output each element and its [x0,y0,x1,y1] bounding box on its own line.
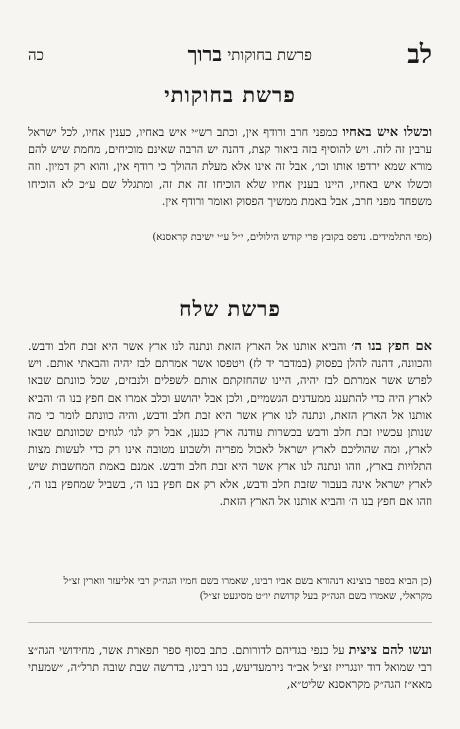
lead-words: ועשו להם ציצית [348,643,432,658]
section-body-bechukotai [28,124,432,210]
body-text: על כנפי בגדיהם לדורותם. כתב בסוף ספר תפארת אשר, מחידושי הגה״צ רבי שמואל דוד יונגרייז זצ״ל אב״ד נירמעדיעש, בנו רבינו, בדרשה שבת שובה תרל״ה, ״שמעתי מאא״ז הגה״ק מקראסנא שליט״א, [28,644,432,692]
body-text: כמפני חרב ורודף אין, וכתב רש״י איש באחיו, כענין אחיו, לכל ישראל ערבין זה לזה. ויש להוסיף בזה ביאור קצת, דהנה יש הרבה שאינם מוכיחים, מחמת שיש להם מורא שמא ירדפו אותו וכו׳, אבל זה אינו אלא מעלת ההולך כי רודף אין, והוא רק דמיון. וזה וכשלו איש באחיו, היינו בענין אחיו שלא הוכיחו זה את זה, ומתגלל שם ע״כ לא הוכיחו משפחד מפני חרב, אבל באמת ממשיך הפסוק ואומר ורודף אין. [28,126,432,208]
section-body-tzitzit [28,642,432,694]
section-title-shelach: פרשת שלח [179,296,281,321]
lead-words: אם חפץ בנו ה׳ [351,339,433,354]
running-head-book: ברוך [187,42,222,66]
divider [28,622,432,623]
running-head [28,40,432,68]
body-text: והביא אותנו אל הארץ הזאת ונתנה לנו ארץ אשר היא זבת חלב ודבש. והכוונה, דהנה להלן בפסוק (במדבר יד לז) ויטפסו אשר אמרתם לבז יהיה והבאתי אותם. ויש לפרש אשר אמרתם לבז יהיה, היינו שהחזקתם אותם לשפלים ולנבזים, שכל כוונתם שבאו לארץ היה כדי להתענג ממעדנים הגשמיים, ולכן אבל יהושע וכלב אמרו אם חפץ בנו ה׳ והביא אותנו אל הארץ הזאת, ונתנה לנו ארץ אשר היא זבת חלב ודבש, והיה כוונתם לומר כי מה שנותן עכשיו זבת חלב ודבש בכשרות עודנה ארץ כנען, אבל רק לנו׳ לגוזים שכוונתם שבאו לארץ, ומה שהוליכם לארץ ישראל לאכול מפריה ולשבוע מטובה אינו רק כדי לעשות מצות התלויות בארץ, וזהו ונתנה לנו ארץ אשר היא זבת חלב ודבש. אמנם באמת המחשבות שיש לארץ ישראל אינה בעבור שזבת חלב ודבש, אלא רק אם חפץ בנו ה׳, בשביל שמחפץ בנו ה׳, וזהו אם חפץ בנו ה׳ והביא אותנו אל הארץ הזאת. [28,340,432,508]
page-letter: לב [407,40,432,70]
section-body-shelach [28,338,432,510]
section-title-bechukotai: פרשת בחוקותי [164,82,296,107]
source-note-bechukotai: (מפי התלמידים. נדפס בקובץ פרי קודש הילולים, י״ל ע״י ישיבת קראסנא) [152,232,432,243]
source-note-shelach: (כן הביא בספר בוצינא דנהורא בשם אביו רבינו, שאמרו בשם חמיו הגה״ק רבי אליעזר ווארין זצ״ל מקראלי, שאמרו בשם הגה״ק בעל קדושת יו״ט מסיגעט זצ״ל) [63,576,432,602]
page-number: כה [28,46,44,64]
running-head-parsha: פרשת בחוקותי [227,46,312,64]
lead-words: וכשלו איש באחיו [342,125,433,140]
